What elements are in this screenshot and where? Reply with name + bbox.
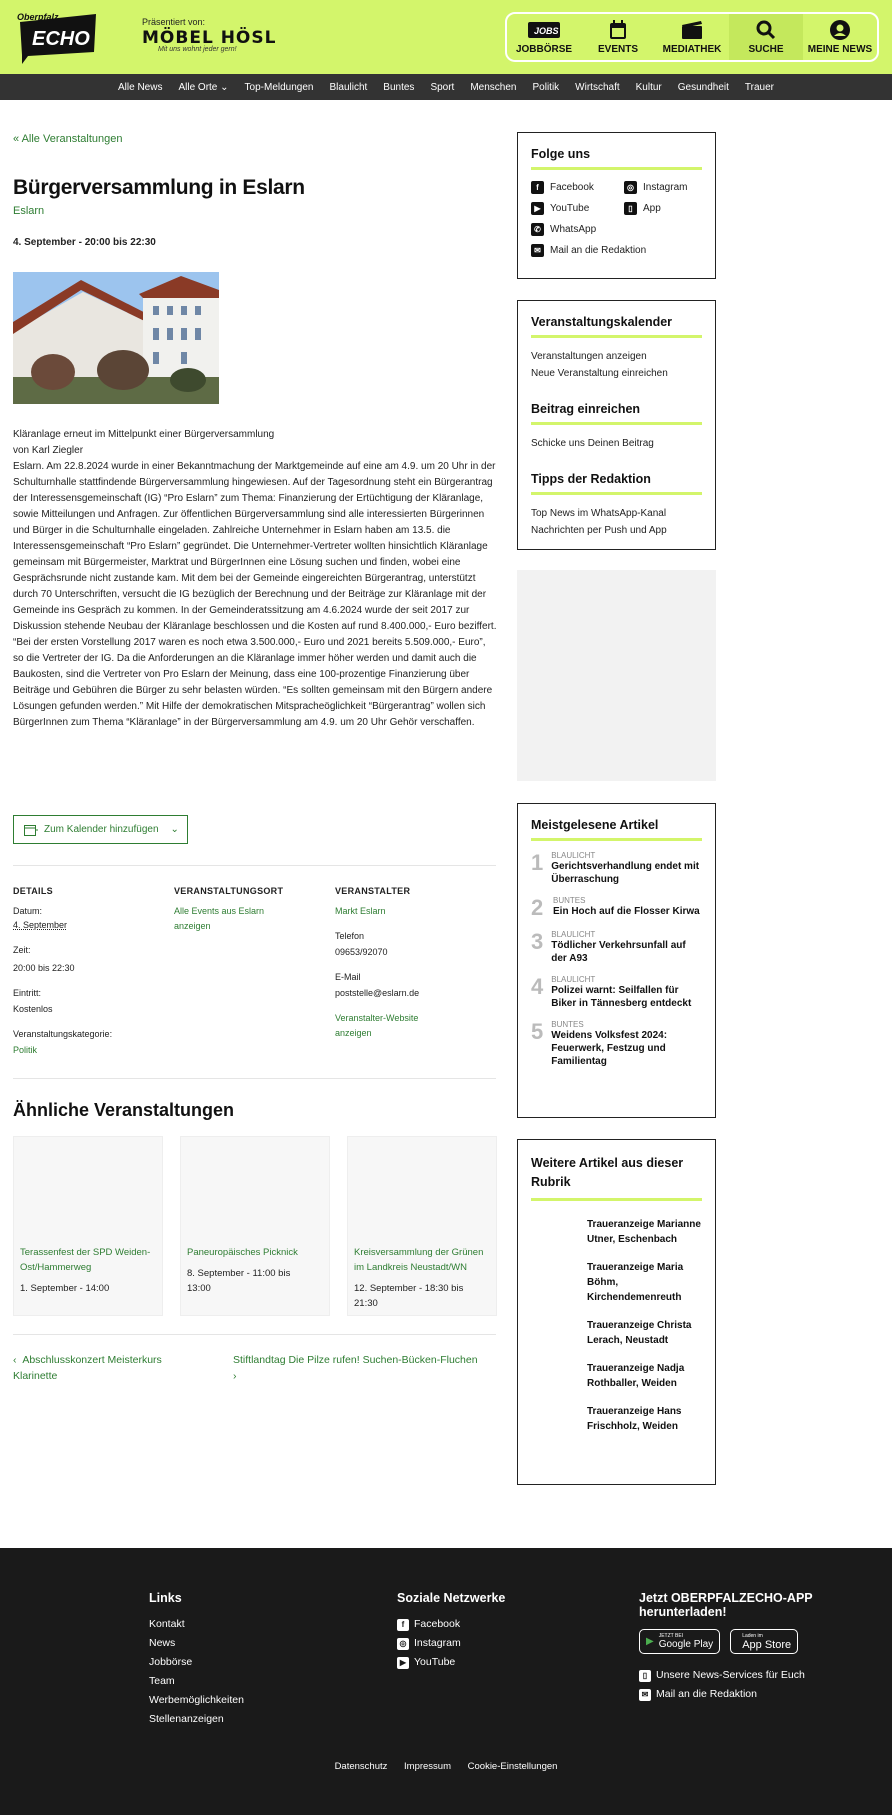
site-footer (0, 1548, 892, 1815)
social-label: YouTube (550, 203, 590, 214)
article-subtitle: Kläranlage erneut im Mittelpunkt einer Bürgerversammlung (13, 429, 275, 440)
date-value: 4. September (13, 920, 68, 930)
social-label: WhatsApp (550, 224, 597, 235)
subnav-item[interactable]: Alle News (118, 81, 163, 93)
logo-top-text: Oberpfalz (17, 12, 59, 22)
similar-event-date: 1. September - 14:00 (20, 1283, 110, 1294)
phone-value: 09653/92070 (335, 947, 388, 957)
mail-icon: ✉ (531, 244, 544, 257)
ad-placeholder (517, 570, 716, 781)
related-article-link[interactable]: Traueranzeige Nadja Rothballer, Weiden (587, 1363, 685, 1389)
organizer-heading: VERANSTALTER (335, 886, 411, 896)
submit-article-link[interactable]: Schicke uns Deinen Beitrag (531, 438, 654, 449)
push-news-link[interactable]: Nachrichten per Push und App (531, 525, 667, 536)
whatsapp-icon: ✆ (531, 223, 544, 236)
rank-number: 4 (531, 974, 544, 999)
page-title: Bürgerversammlung in Eslarn (13, 176, 305, 199)
add-to-calendar-label: Zum Kalender hinzufügen (44, 824, 159, 835)
jobs-icon (526, 20, 562, 40)
similar-event-date: 12. September - 18:30 bis 21:30 (354, 1283, 464, 1309)
submit-article-heading: Beitrag einreichen (531, 402, 702, 425)
subnav-item[interactable]: Trauer (744, 81, 774, 93)
follow-us-box (517, 132, 716, 279)
similar-event-card[interactable] (13, 1136, 163, 1316)
svg-text:JOBS: JOBS (534, 26, 559, 36)
editorial-links-box (517, 300, 716, 550)
calendar-heading: Veranstaltungskalender (531, 315, 702, 338)
article-title: Gerichtsverhandlung endet mit Überraschung (551, 861, 700, 885)
most-read-heading: Meistgelesene Artikel (531, 818, 702, 841)
event-location[interactable]: Eslarn (13, 205, 45, 217)
site-header (0, 0, 892, 74)
add-to-calendar-button[interactable] (13, 815, 188, 844)
chevron-down-icon: ⌄ (220, 81, 229, 93)
footer-link[interactable]: News (149, 1637, 176, 1649)
google-play-button[interactable] (639, 1629, 720, 1654)
social-label: Instagram (643, 182, 688, 193)
cookie-settings-link[interactable]: Cookie-Einstellungen (467, 1761, 558, 1772)
footer-app-heading: Jetzt OBERPFALZECHO-APP herunterladen! (639, 1591, 813, 1619)
category-nav (0, 74, 892, 100)
back-link[interactable]: « Alle Veranstaltungen (13, 133, 123, 145)
facebook-icon: f (397, 1619, 409, 1631)
event-date: 4. September - 20:00 bis 22:30 (13, 237, 156, 248)
calendar-plus-icon (24, 824, 38, 836)
event-description (13, 427, 498, 731)
similar-event-title[interactable]: Terassenfest der SPD Weiden-Ost/Hammerweg (20, 1247, 151, 1273)
social-link-youtube[interactable] (531, 201, 624, 216)
footer-facebook-link[interactable] (397, 1615, 505, 1634)
time-label: Zeit: (13, 945, 31, 955)
divider (13, 1078, 496, 1079)
footer-links (149, 1591, 244, 1729)
social-link-app[interactable] (624, 201, 704, 216)
submit-event-link[interactable]: Neue Veranstaltung einreichen (531, 368, 668, 379)
subnav-item[interactable]: Menschen (470, 81, 517, 93)
subnav-item[interactable]: Buntes (383, 81, 415, 93)
footer-social-label: YouTube (414, 1656, 456, 1668)
news-services-label: Unsere News-Services für Euch (656, 1669, 805, 1681)
article-title: Ein Hoch auf die Flosser Kirwa (553, 906, 700, 917)
venue-heading: VERANSTALTUNGSORT (174, 886, 284, 896)
divider (13, 1334, 496, 1335)
entry-value: Kostenlos (13, 1004, 53, 1014)
nav-events[interactable] (581, 14, 655, 60)
email-value: poststelle@eslarn.de (335, 988, 420, 998)
social-link-facebook[interactable] (531, 180, 624, 195)
venue-column (174, 886, 314, 934)
logo-main-text: ECHO (32, 28, 90, 50)
related-article-link[interactable]: Traueranzeige Maria Böhm, Kirchendemenreuth (587, 1262, 684, 1303)
store-small-label: Laden im (742, 1632, 763, 1639)
related-article-link[interactable]: Traueranzeige Hans Frischholz, Weiden (587, 1406, 682, 1432)
subnav-item[interactable]: Top-Meldungen (244, 81, 314, 93)
article-category: BLAULICHT (551, 851, 596, 860)
subnav-item-alle-orte[interactable] (170, 82, 236, 93)
footer-youtube-link[interactable] (397, 1653, 505, 1672)
similar-event-title[interactable]: Paneuropäisches Picknick (187, 1247, 298, 1258)
mail-redaktion-link[interactable] (531, 243, 704, 258)
more-articles-heading: Weitere Artikel aus dieser Rubrik (531, 1154, 702, 1201)
subnav-label: Alle Orte (178, 81, 218, 93)
nav-mediathek[interactable] (655, 14, 729, 60)
most-read-item[interactable] (531, 1020, 702, 1068)
most-read-item[interactable] (531, 896, 702, 920)
similar-event-date: 8. September - 11:00 bis 13:00 (187, 1268, 291, 1294)
date-label: Datum: (13, 906, 43, 916)
rank-number: 2 (531, 895, 544, 920)
rank-number: 3 (531, 929, 544, 954)
chevron-down-icon: ⌄ (170, 824, 179, 835)
footer-instagram-link[interactable] (397, 1634, 505, 1653)
next-event-title: Stiftlandtag Die Pilze rufen! Suchen-Bücken-Fluchen (233, 1354, 478, 1366)
more-articles-box (517, 1139, 716, 1485)
article-body: Eslarn. Am 22.8.2024 wurde in einer Bekanntmachung der Marktgemeinde auf eine am 4.9. um 20 Uhr in der Schulturnhalle stattfindende Bürgerversammlung hingewiesen. Auf der Tagesordnung steht ein Bürgerantrag der Interessensgemeinschaft (IG) “Pro Eslarn” zum Thema: Finanzierung der Ertüchtigung der Kläranlage, sowie Mitteilungen und Anfragen. Zur öffentlichen Bürgerversammlung sind alle interessierten Bürgerinnen und Bürger in die Schulturnhalle eingeladen. Zahlreiche Unternehmer in Eslarn haben am 13.5. die Interessensgemeinschaft “Pro Eslarn” gegründet. Die Unternehmer-Vertreter wollten hinsichtlich Kläranlage gemeinsam mit Bürgermeister, Marktrat und BürgerInnen eine Lösung suchen und finden, wobei eine Gesprächsrunde nicht zustande kam. Mit dem bei der Gemeinde eingereichten Bürgerantrag, unterstützt durch 70 Unterschriften, versucht die IG bezüglich der Berechnung und der Beiträge zur Kläranlage mit der Gemeinde ins Gespräch zu kommen. In der Gemeinderatssitzung am 4.6.2024 wurde der seit 2017 zur Diskussion stehende Neubau der Kläranlage beschlossen und die Kosten auf rund 8.400.000,- Euro beziffert. “Bei der ersten Vorstellung 2017 waren es noch etwa 3.500.000,- Euro und 2021 bereits 5.509.000,- Euro”, so die Vertreter der IG. Da die Anforderungen an die Kläranlage immer höher werden und damit auch die Baukosten, sind die Vertreter von Pro Eslarn der Meinung, dass eine 100-prozentige Finanzierung über Beiträge und Gebühren die Bürger zu sehr belasten würden. “Es sollten gemeinsam mit den Bürgern andere Lösungen gefunden werden.” Mit Hilfe der demokratischen Mitspracheöglichkeit “Bürgerantrag” wollen sich BürgerInnen zum Thema “Kläranlage” in der Bürgerversammlung am 4.9. um 20 Uhr Gehör verschaffen. (13, 461, 497, 728)
user-icon (830, 20, 850, 40)
article-category: BUNTES (551, 1020, 584, 1029)
similar-event-card[interactable] (180, 1136, 330, 1316)
venue-events-link[interactable]: Alle Events aus Eslarn anzeigen (174, 906, 265, 931)
nav-label: MEDIATHEK (662, 44, 722, 55)
next-event-link[interactable] (233, 1352, 498, 1384)
nav-label: SUCHE (748, 44, 784, 55)
footer-social-label: Instagram (414, 1637, 461, 1649)
news-services-link[interactable] (639, 1666, 889, 1685)
rank-number: 5 (531, 1019, 544, 1044)
entry-label: Eintritt: (13, 988, 42, 998)
follow-heading: Folge uns (531, 147, 702, 170)
chevron-right-icon: › (233, 1370, 237, 1382)
footer-mail-link[interactable] (639, 1685, 889, 1704)
event-photo (13, 272, 219, 404)
footer-app (639, 1591, 889, 1704)
nav-meine-news[interactable] (803, 14, 877, 60)
store-label: App Store (742, 1638, 792, 1651)
subnav-item[interactable]: Blaulicht (329, 81, 368, 93)
most-read-box (517, 803, 716, 1118)
footer-social-heading: Soziale Netzwerke (397, 1591, 506, 1605)
article-category: BUNTES (553, 896, 586, 905)
google-play-icon: ▶ (646, 1636, 654, 1647)
footer-link[interactable]: Team (149, 1675, 175, 1687)
video-icon (681, 20, 703, 40)
nav-jobboerse[interactable] (507, 14, 581, 60)
sponsor-tagline: Mit uns wohnt jeder gern! (158, 46, 237, 53)
subnav-item[interactable]: Wirtschaft (575, 81, 620, 93)
time-value: 20:00 bis 22:30 (13, 963, 75, 973)
mail-icon: ✉ (639, 1689, 651, 1701)
site-logo[interactable] (14, 10, 100, 64)
most-read-item[interactable] (531, 930, 702, 965)
rank-number: 1 (531, 850, 544, 875)
most-read-item[interactable] (531, 975, 702, 1010)
article-category: BLAULICHT (551, 975, 596, 984)
subnav-item[interactable]: Kultur (635, 81, 662, 93)
instagram-icon: ◎ (397, 1638, 409, 1650)
footer-link[interactable]: Stellenanzeigen (149, 1713, 224, 1725)
social-link-instagram[interactable] (624, 180, 704, 195)
subnav-item[interactable]: Politik (532, 81, 560, 93)
article-title: Polizei warnt: Seilfallen für Biker in Tännesberg entdeckt (551, 985, 692, 1009)
footer-mail-label: Mail an die Redaktion (656, 1688, 757, 1700)
privacy-link[interactable]: Datenschutz (334, 1761, 388, 1772)
previous-event-title: Abschlusskonzert Meisterkurs Klarinette (13, 1354, 162, 1382)
phone-label: Telefon (335, 931, 365, 941)
mail-label: Mail an die Redaktion (550, 245, 647, 256)
nav-suche[interactable] (729, 14, 803, 60)
store-label: Google Play (658, 1639, 714, 1650)
social-label: App (643, 203, 661, 214)
imprint-link[interactable]: Impressum (404, 1761, 451, 1772)
details-heading: DETAILS (13, 886, 53, 896)
show-events-link[interactable]: Veranstaltungen anzeigen (531, 351, 647, 362)
chevron-left-icon: ‹ (13, 1354, 17, 1366)
footer-links-heading: Links (149, 1591, 182, 1605)
details-column (13, 886, 153, 1058)
nav-label: MEINE NEWS (807, 44, 873, 55)
related-article-link[interactable]: Traueranzeige Marianne Utner, Eschenbach (587, 1219, 701, 1245)
article-author: von Karl Ziegler (13, 445, 84, 456)
most-read-item[interactable] (531, 851, 702, 886)
footer-link[interactable]: Kontakt (149, 1618, 185, 1630)
top-nav (505, 12, 879, 62)
presented-by-label: Präsentiert von: (142, 17, 206, 27)
email-label: E-Mail (335, 972, 361, 982)
tips-heading: Tipps der Redaktion (531, 472, 702, 495)
previous-event-link[interactable] (13, 1352, 188, 1384)
category-label: Veranstaltungskategorie: (13, 1029, 113, 1039)
organizer-website-link[interactable]: Veranstalter-Website anzeigen (335, 1013, 419, 1038)
facebook-icon: f (531, 181, 544, 194)
footer-link[interactable]: Werbemöglichkeiten (149, 1694, 244, 1706)
subnav-item[interactable]: Sport (430, 81, 455, 93)
search-icon (756, 20, 776, 40)
organizer-link[interactable]: Markt Eslarn (335, 906, 386, 916)
subnav-item[interactable]: Gesundheit (677, 81, 729, 93)
legal-links (0, 1761, 892, 1772)
similar-events-heading: Ähnliche Veranstaltungen (13, 1100, 235, 1120)
youtube-icon: ▶ (531, 202, 544, 215)
social-label: Facebook (550, 182, 594, 193)
article-title: Weidens Volksfest 2024: Feuerwerk, Festzug und Familientag (551, 1030, 668, 1067)
article-title: Tödlicher Verkehrsunfall auf der A93 (551, 940, 686, 964)
nav-label: EVENTS (597, 44, 638, 55)
app-store-button[interactable] (730, 1629, 798, 1654)
instagram-icon: ◎ (624, 181, 637, 194)
category-link[interactable]: Politik (13, 1045, 38, 1055)
footer-social (397, 1591, 505, 1672)
store-small-label: JETZT BEI (658, 1633, 684, 1639)
organizer-column (335, 886, 475, 1041)
footer-link[interactable]: Jobbörse (149, 1656, 193, 1668)
youtube-icon: ▶ (397, 1657, 409, 1669)
calendar-icon (609, 20, 627, 40)
sponsor-logo[interactable]: MÖBEL HÖSL (142, 28, 277, 48)
related-article-link[interactable]: Traueranzeige Christa Lerach, Neustadt (587, 1320, 692, 1346)
social-link-whatsapp[interactable] (531, 222, 624, 237)
app-icon: ▯ (639, 1670, 651, 1682)
article-category: BLAULICHT (551, 930, 596, 939)
whatsapp-channel-link[interactable]: Top News im WhatsApp-Kanal (531, 508, 667, 519)
nav-label: JOBBÖRSE (515, 44, 573, 55)
app-icon: ▯ (624, 202, 637, 215)
similar-event-title[interactable]: Kreisversammlung der Grünen im Landkreis Neustadt/WN (354, 1247, 484, 1273)
footer-social-label: Facebook (414, 1618, 461, 1630)
similar-event-card[interactable] (347, 1136, 497, 1316)
divider (13, 865, 496, 866)
